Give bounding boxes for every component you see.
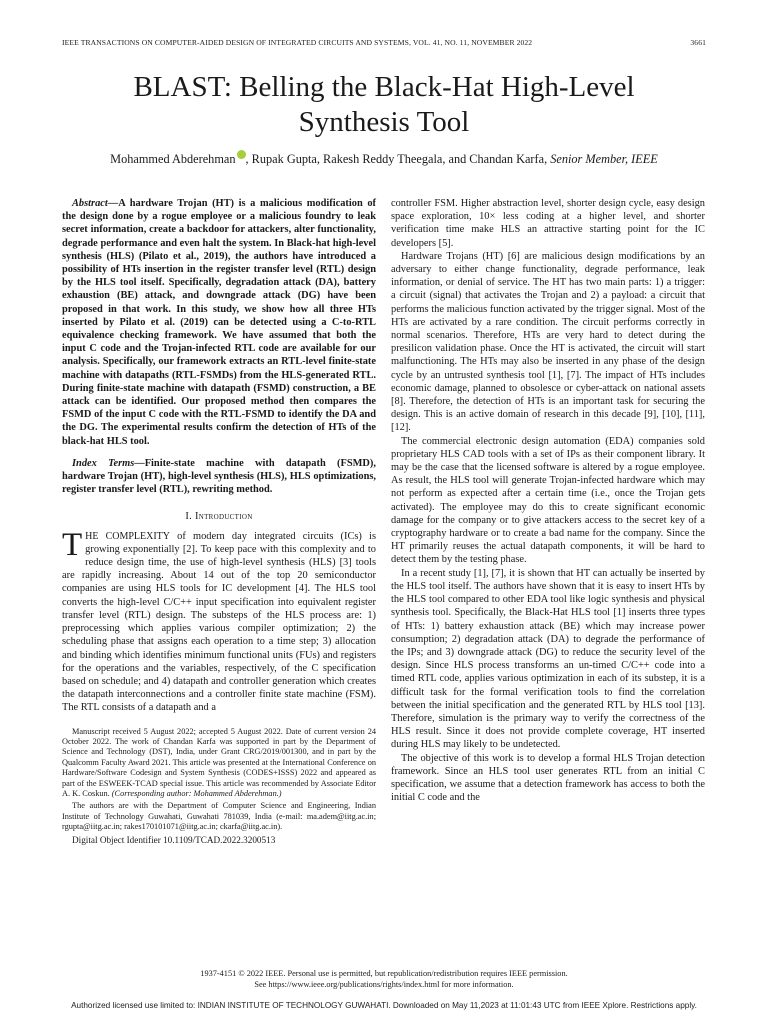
- right-paragraph-3: The commercial electronic design automation (EDA) companies sold proprietary HLS CAD tools with a set of IPs as their component library. It may be the case that the licensed software is altered by a rogue employee. As result, the HLS tool will generate Trojan-infected hardware which may not perform as expected after a certain time (i.e., once the Trojan gets activated). The employee may do this to create significant economic damage for the company or to give attackers access to the secret key of a cryptography hardware or to create a bad name for the company. Since the HT primarily reuses the actual datapath components, it will be hard to detect them by the testing phase.: [391, 435, 705, 566]
- author-list: [40, 150, 728, 167]
- first-author: Mohammed Abderehman: [110, 152, 236, 166]
- download-notice: Authorized licensed use limited to: INDIAN INSTITUTE OF TECHNOLOGY GUWAHATI. Downloaded on May 11,2023 at 11:01:43 UTC from IEEE Xplore. Restrictions apply.: [71, 1001, 697, 1010]
- drop-cap: T: [62, 526, 83, 563]
- right-paragraph-4: In a recent study [1], [7], it is shown that HT can actually be inserted by the HLS tool itself. The authors have shown that it is easy to insert HTs by the HLS tool compared to other EDA tool like logic synthesis and physical synthesis tool. Specifically, the Black-Hat HLS tool [1] inserts three types of HTs: 1) battery exhaustion attack (BE) which may increase power consumption; 2) degradation attack (DA) to degrade the performance of the IPs; and 3) downgrade attack (DG) to reduce the security level of the design. Since HLS process transforms an un-timed C/C++ code into a timed RTL code, applies various optimization in each of its substep, it is a difficult task for the formal verification tools to find the correlation between the initial specification and the generated RTL by HLS tool [13]. Therefore, simulation is the primary way to verify the correctness of the HLS result. Since it does not provide complete coverage, HT inserted during HLS may likely to be undetected.: [391, 567, 705, 751]
- right-column: [391, 197, 705, 804]
- running-head: [62, 38, 706, 47]
- section-heading-introduction: I. Introduction: [185, 511, 253, 523]
- doi[interactable]: Digital Object Identifier 10.1109/TCAD.2022.3200513: [72, 834, 276, 845]
- journal-name: IEEE TRANSACTIONS ON COMPUTER-AIDED DESIGN OF INTEGRATED CIRCUITS AND SYSTEMS, VOL. 41, NO. 11, NOVEMBER 2022: [62, 38, 533, 47]
- footnote-affiliation: The authors are with the Department of Computer Science and Engineering, Indian Institute of Technology Guwahati, Guwahati 781039, India (e-mail: ma.adem@iitg.ac.in; rgupta@iitg.ac.in; rakes170101071@iitg.ac.in; ckarfa@iitg.ac.in).: [62, 801, 376, 832]
- footnote-received-text: Manuscript received 5 August 2022; accepted 5 August 2022. Date of current version 24 October 2022. The work of Chandan Karfa was supported in part by the Department of Science and Technology (DST), India, under Grant CRG/2019/001300, and in part by the Qualcomm Faculty Award 2021. This article was presented at the International Conference on Hardware/Software Codesign and System Synthesis (CODES+ISSS) 2022 and appeared as part of the ESWEEK-TCAD special issue. This article was recommended by Associate Editor A. K. Coskun.: [62, 726, 376, 798]
- intro-body: of modern day integrated circuits (ICs) is growing exponentially [2]. To keep pace with this complexity and to reduce design time, the use of high-level synthesis (HLS) [3] tools are rapidly increasing. About 14 out of the top 20 semiconductor companies are using HLS tools for IC development [4]. The HLS tool converts the high-level C/C++ input specification into equivalent register transfer level (RTL) design. The substeps of the HLS process are: 1) preprocessing which applies various compiler optimization; 2) the scheduling phase that assigns each operation to a time step; 3) allocation and binding which identifies minimum functional units (FUs) and registers for the operations and the variables, respectively, of the C specification based on schedule; and 4) datapath and controller generation which creates the datapath interconnections and a controller finite state machine (FSM). The RTL consists of a datapath and a: [62, 530, 376, 714]
- intro-first-words: HE COMPLEXITY: [85, 530, 171, 542]
- orcid-icon[interactable]: [237, 150, 246, 159]
- other-authors: , Rupak Gupta, Rakesh Reddy Theegala, and Chandan Karfa,: [245, 152, 551, 166]
- index-terms-lead: Index Terms: [72, 457, 135, 469]
- index-terms-body: —Finite-state machine with datapath (FSMD), hardware Trojan (HT), high-level synthesis (HLS), HLS optimizations, register transfer level (RTL), rewriting method.: [62, 457, 376, 496]
- right-paragraph-2: Hardware Trojans (HT) [6] are malicious design modifications by an adversary to either change functionality, degrade performance, leak information, or denial of service. The HT has two main parts: 1) a trigger: a circuit (signal) that activates the Trojan and 2) a payload: a circuit that performs the malicious function activated by the trigger signal. Most of the HTs are activated by a rare condition. The circuit performs correctly in normal scenarios. Therefore, HTs are very hard to detect during the presilicon validation phase. Once the HT is activated, the circuit will start malfunctioning. The HTs may also be inserted in any phase of the design cycle by an untrusted synthesis tool [1], [7]. The impact of HTs includes economic damage, planned to obsolesce or cyber-attack on national assets [8]. Therefore, the detection of HTs is an important task for securing the design. This is an active domain of research in this decade [9], [10], [11], [12].: [391, 250, 705, 434]
- footnote-corresponding: (Corresponding author: Mohammed Abderehman.): [111, 788, 282, 798]
- intro-paragraph: [62, 526, 376, 715]
- paper-title-line-1: BLAST: Belling the Black-Hat High-Level: [133, 71, 635, 103]
- paper-title-line-2: Synthesis Tool: [298, 106, 470, 138]
- paper-title: [40, 70, 728, 140]
- footnote-manuscript: [62, 727, 376, 800]
- abstract-lead: Abstract: [72, 198, 108, 209]
- abstract-body: —A hardware Trojan (HT) is a malicious modification of the design done by a rogue employee or a malicious foundry to leak secret information, create a backdoor for attackers, alter functionality, degrade performance and even halt the system. In Black-hat high-level synthesis (HLS) (Pilato et al., 2019), the authors have introduced a possibility of HTs insertion in the register transfer level (RTL) design by the HLS tool itself. Specifically, degradation attack (DA), battery exhaustion (BE) attack, and downgrade attack (DG) have been proposed in that work. In this study, we show how all three HTs inserted by Pilato et al. (2019) can be detected using a C-to-RTL equivalence checking framework. We have assumed that both the input C code and the Trojan-infected RTL code are available for our analysis. Specifically, our framework extracts an RTL-level finite-state machine with datapaths (RTL-FSMDs) from the HLS-generated RTL. During finite-state machine with datapath (FSMD) construction, a BE attack can be identified. Our proposed method then compares the FSMD of the input C code with the RTL-FSMD to identify the DA and the DG. The experimental results confirm the detection of HTs of the black-hat HLS tool.: [62, 198, 376, 447]
- copyright-line-1: 1937-4151 © 2022 IEEE. Personal use is permitted, but republication/redistribution requires IEEE permission.: [200, 969, 568, 978]
- index-terms: [62, 457, 376, 497]
- page-number: 3661: [690, 38, 706, 47]
- right-paragraph-5: The objective of this work is to develop a formal HLS Trojan detection framework. Since an HLS tool user generates RTL from an initial C specification, we assume that a detection framework has access to both the initial C code and the: [391, 752, 705, 804]
- right-paragraph-1: controller FSM. Higher abstraction level, shorter design cycle, easy design space exploration, 10× less coding at a higher level, and shorter verification time make HLS an attractive starting point for the IC developers [5].: [391, 198, 705, 249]
- copyright-notice: [62, 969, 706, 990]
- author-membership: Senior Member, IEEE: [550, 152, 658, 166]
- footnotes: [62, 727, 376, 845]
- copyright-line-2[interactable]: See https://www.ieee.org/publications/rights/index.html for more information.: [254, 979, 514, 989]
- abstract: [62, 197, 376, 448]
- left-column: [62, 197, 376, 847]
